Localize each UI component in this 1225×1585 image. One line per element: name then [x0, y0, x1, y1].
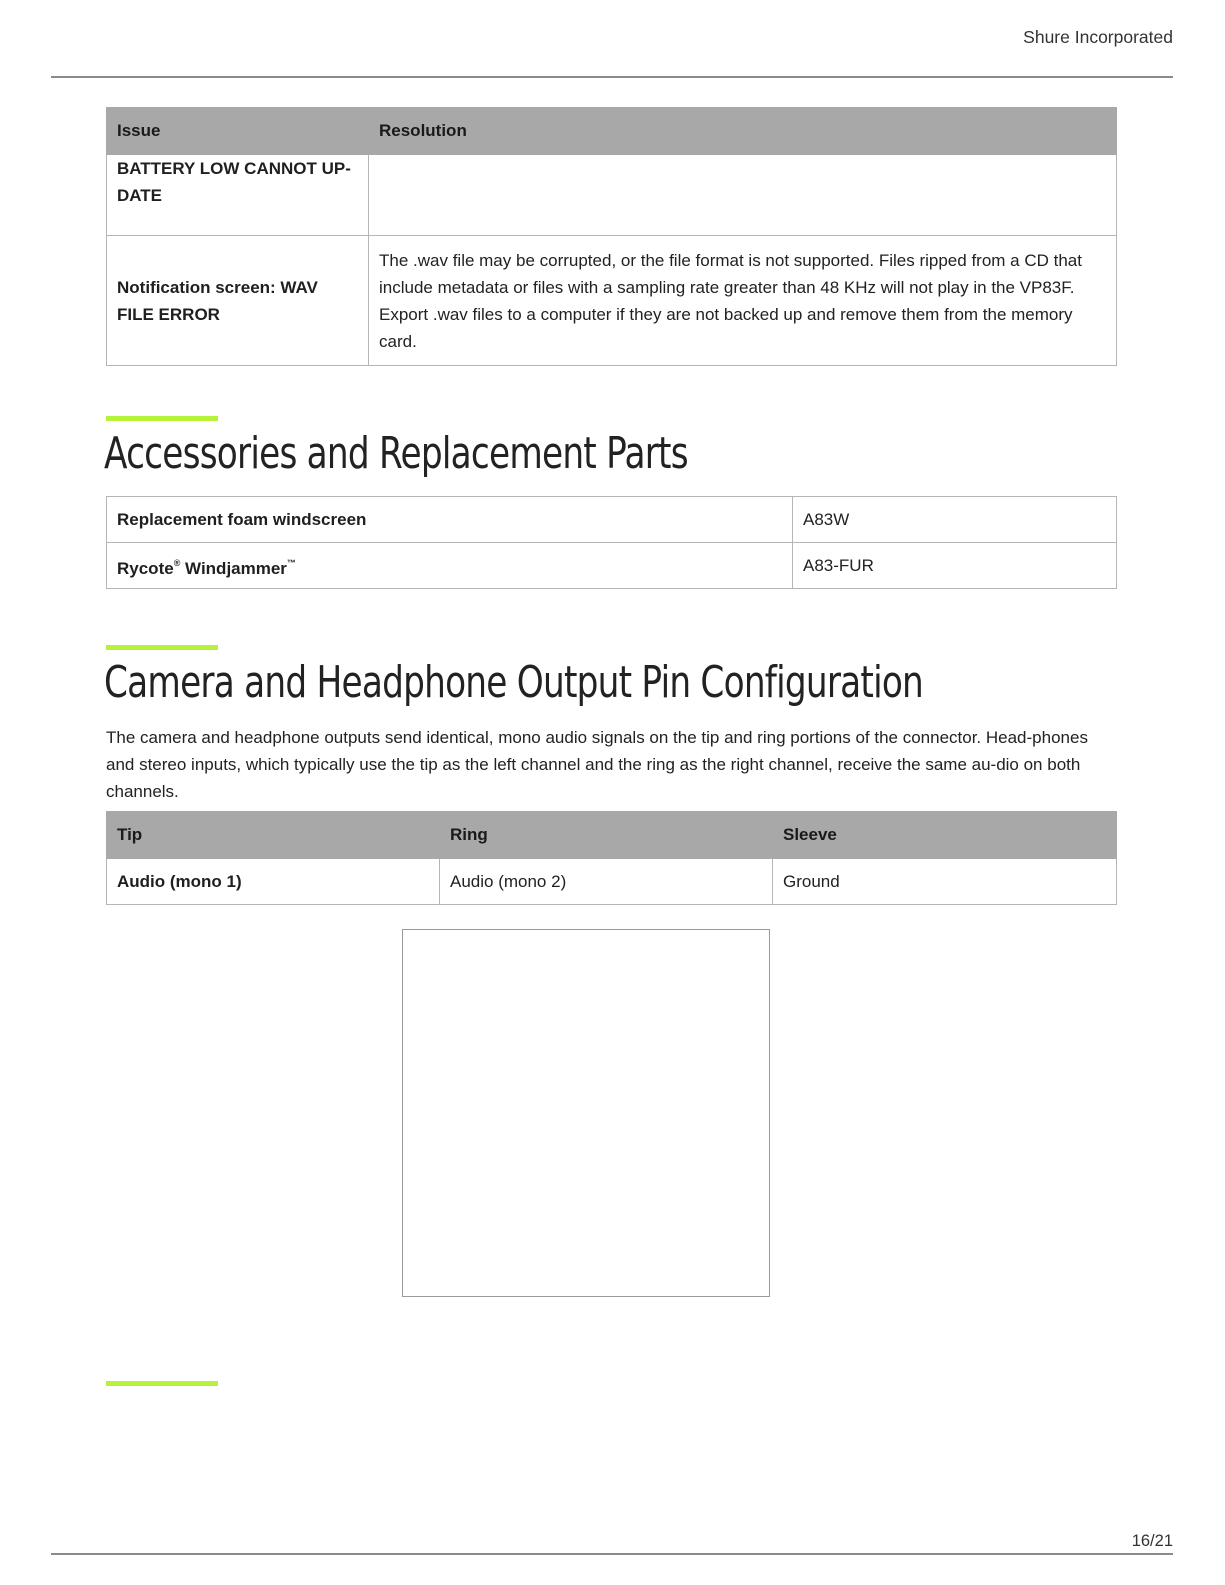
accessory-name-cell: Replacement foam windscreen [107, 497, 793, 543]
tip-cell: Audio (mono 1) [107, 859, 440, 905]
pin-config-description: The camera and headphone outputs send identical, mono audio signals on the tip and ring portions of the connector. Head-phones and stereo inputs, which typically use the tip as the left channel and the ring as the right channel, receive the same au-dio on both channels. [106, 728, 1088, 801]
part-number-cell: A83-FUR [793, 543, 1117, 589]
resolution-cell [369, 155, 1117, 236]
column-header-ring: Ring [440, 812, 773, 859]
troubleshooting-table [106, 107, 1117, 366]
accessory-product: Windjammer [180, 558, 287, 578]
accessory-name-cell [107, 543, 793, 589]
table-header-row [107, 108, 1117, 155]
column-header-resolution: Resolution [369, 108, 1117, 155]
connector-diagram-placeholder [402, 929, 770, 1297]
table-row [107, 497, 1117, 543]
issue-cell: BATTERY LOW CANNOT UP-DATE [107, 155, 369, 236]
table-row [107, 236, 1117, 366]
table-row [107, 155, 1117, 236]
company-name: Shure Incorporated [1023, 27, 1173, 47]
section-accent-bar [106, 645, 218, 650]
accessory-brand: Rycote [117, 558, 174, 578]
section-accent-bar [106, 416, 218, 421]
registered-mark: ® [173, 557, 181, 568]
page-number: 16/21 [1131, 1532, 1173, 1550]
pin-configuration-table [106, 811, 1117, 905]
trademark-mark: ™ [286, 557, 296, 568]
issue-cell: Notification screen: WAV FILE ERROR [107, 236, 369, 366]
table-row [107, 543, 1117, 589]
section-accent-bar [106, 1381, 218, 1386]
sleeve-cell: Ground [773, 859, 1117, 905]
part-number-cell: A83W [793, 497, 1117, 543]
ring-cell: Audio (mono 2) [440, 859, 773, 905]
header-divider [51, 76, 1173, 78]
resolution-cell: The .wav file may be corrupted, or the file format is not supported. Files ripped from a CD that include metadata or files with a sampling rate greater than 48 KHz will not play in the VP83F. Export .wav files to a computer if they are not backed up and remove them from the memory card. [369, 236, 1117, 366]
column-header-issue: Issue [107, 108, 369, 155]
accessories-heading: Accessories and Replacement Parts [104, 428, 688, 479]
table-header-row [107, 812, 1117, 859]
column-header-sleeve: Sleeve [773, 812, 1117, 859]
accessories-table [106, 496, 1117, 589]
table-row [107, 859, 1117, 905]
column-header-tip: Tip [107, 812, 440, 859]
footer-divider [51, 1553, 1173, 1555]
pin-config-heading: Camera and Headphone Output Pin Configuration [104, 657, 924, 708]
